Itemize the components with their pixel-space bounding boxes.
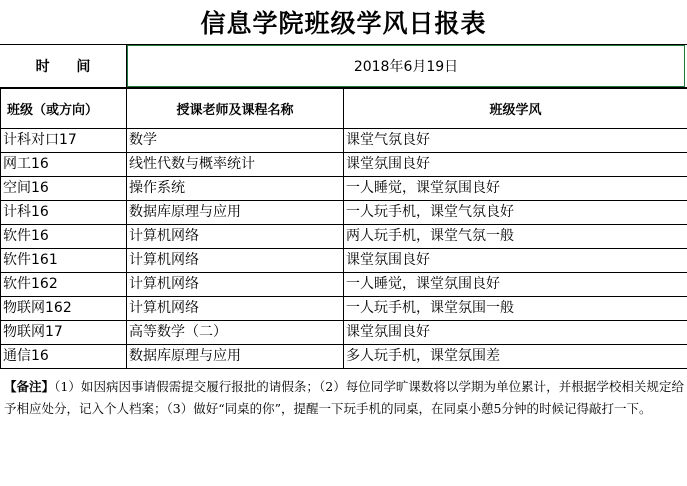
cell-style[interactable]: 一人玩手机，课堂氛围一般: [344, 297, 687, 321]
table-row: [1, 177, 687, 201]
cell-course[interactable]: 计算机网络: [127, 273, 344, 297]
table-row: [1, 249, 687, 273]
header-course[interactable]: 授课老师及课程名称: [127, 89, 344, 129]
cell-style[interactable]: 多人玩手机，课堂氛围差: [344, 345, 687, 369]
table-row: [1, 321, 687, 345]
table-row: [1, 345, 687, 369]
cell-class[interactable]: 物联网17: [1, 321, 127, 345]
cell-course[interactable]: 数据库原理与应用: [127, 201, 344, 225]
table-row: [1, 225, 687, 249]
cell-course[interactable]: 操作系统: [127, 177, 344, 201]
cell-style[interactable]: 课堂氛围良好: [344, 153, 687, 177]
cell-course[interactable]: 计算机网络: [127, 249, 344, 273]
cell-course[interactable]: 计算机网络: [127, 297, 344, 321]
cell-style[interactable]: 一人睡觉，课堂氛围良好: [344, 177, 687, 201]
cell-class[interactable]: 软件161: [1, 249, 127, 273]
table-header-row: [1, 89, 687, 129]
cell-course[interactable]: 数学: [127, 129, 344, 153]
cell-style[interactable]: 两人玩手机，课堂气氛一般: [344, 225, 687, 249]
time-row: [0, 45, 687, 88]
cell-course[interactable]: 线性代数与概率统计: [127, 153, 344, 177]
cell-class[interactable]: 软件16: [1, 225, 127, 249]
remarks-lead: 【备注】: [4, 379, 55, 394]
remarks-note[interactable]: [4, 376, 684, 420]
remarks-text: （1）如因病因事请假需提交履行报批的请假条；（2）每位同学旷课数将以学期为单位累计，并根据学校相关规定给予相应处分，记入个人档案；（3）做好“同桌的你”，提醒一下玩手机的同桌，在同桌小憩5分钟的时候记得敲打一下。: [4, 379, 684, 416]
cell-class[interactable]: 计科对口17: [1, 129, 127, 153]
report-title: 信息学院班级学风日报表: [0, 0, 687, 45]
cell-class[interactable]: 软件162: [1, 273, 127, 297]
cell-style[interactable]: 一人玩手机，课堂气氛良好: [344, 201, 687, 225]
class-table: [0, 88, 687, 369]
time-label: 时 间: [0, 45, 127, 87]
cell-style[interactable]: 课堂氛围良好: [344, 321, 687, 345]
cell-style[interactable]: 课堂氛围良好: [344, 249, 687, 273]
header-class[interactable]: 班级（或方向）: [1, 89, 127, 129]
table-row: [1, 297, 687, 321]
cell-course[interactable]: 高等数学（二）: [127, 321, 344, 345]
cell-class[interactable]: 网工16: [1, 153, 127, 177]
table-row: [1, 201, 687, 225]
cell-course[interactable]: 计算机网络: [127, 225, 344, 249]
time-value-cell[interactable]: 2018年6月19日: [127, 45, 685, 87]
cell-course[interactable]: 数据库原理与应用: [127, 345, 344, 369]
header-style[interactable]: 班级学风: [344, 89, 687, 129]
cell-class[interactable]: 物联网162: [1, 297, 127, 321]
cell-class[interactable]: 计科16: [1, 201, 127, 225]
cell-class[interactable]: 空间16: [1, 177, 127, 201]
cell-class[interactable]: 通信16: [1, 345, 127, 369]
table-row: [1, 129, 687, 153]
table-row: [1, 153, 687, 177]
cell-style[interactable]: 课堂气氛良好: [344, 129, 687, 153]
table-row: [1, 273, 687, 297]
cell-style[interactable]: 一人睡觉，课堂氛围良好: [344, 273, 687, 297]
